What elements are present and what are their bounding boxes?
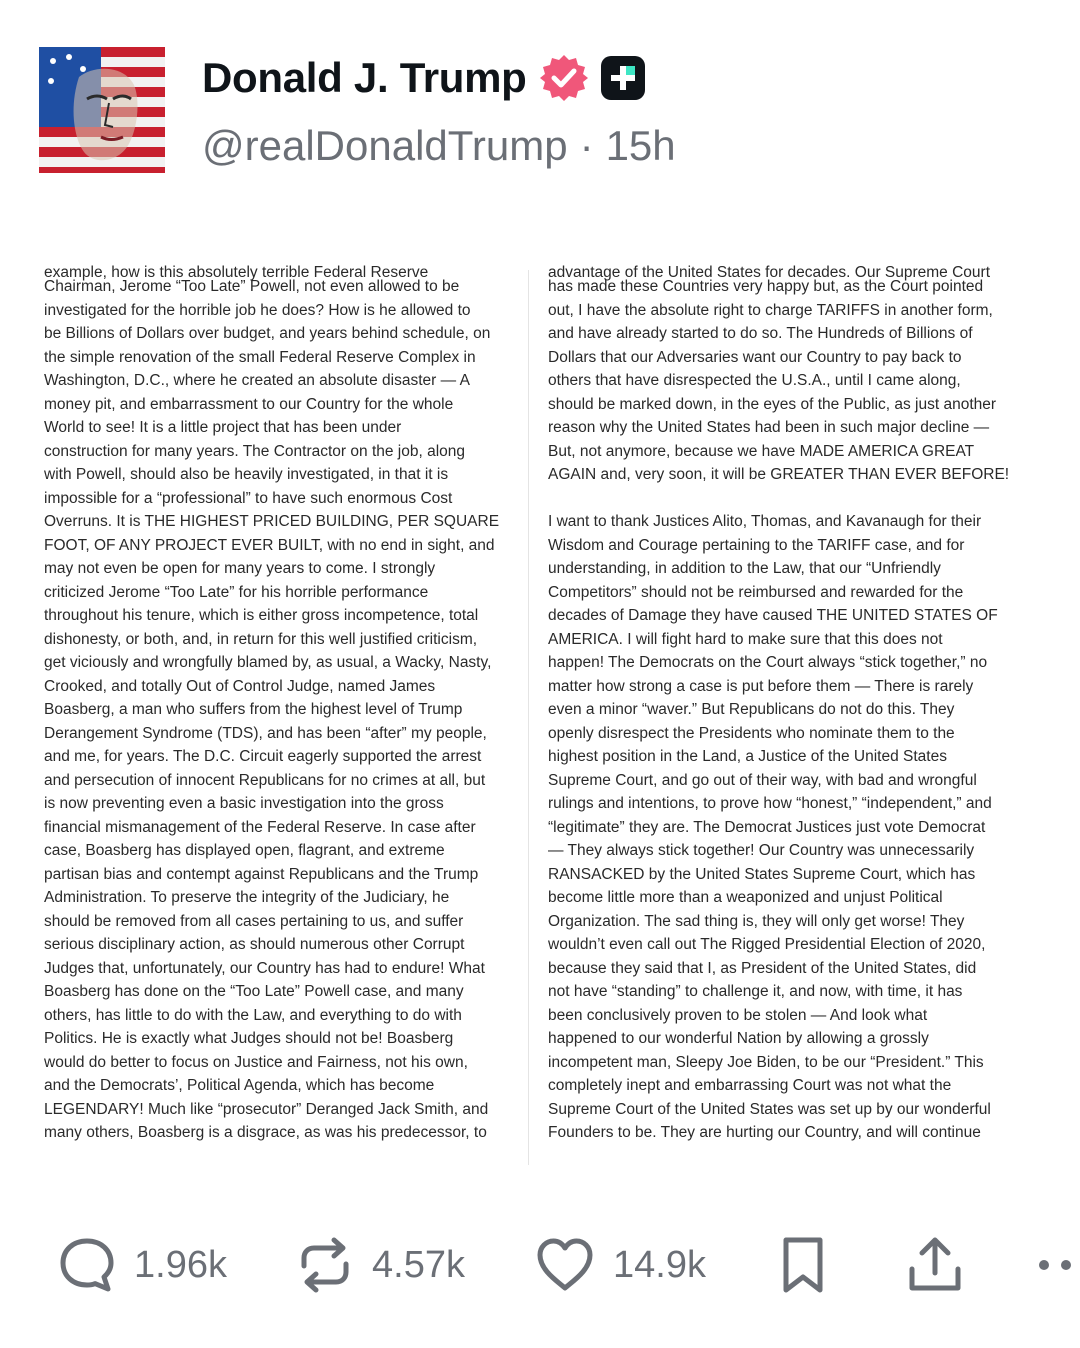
text-line: the simple renovation of the small Federal Reserve Complex in	[44, 348, 476, 366]
text-line: happen! The Democrats on the Court always “stick together,” no	[548, 654, 988, 671]
reply-icon	[58, 1236, 116, 1294]
text-line: investigated for the horrible job he does? How is he allowed to	[44, 301, 471, 319]
text-line: many others, Boasberg is a disgrace, as was his predecessor, to	[44, 1124, 487, 1141]
display-name[interactable]: Donald J. Trump	[202, 54, 527, 101]
text-line: and persecution of innocent Republicans for no crimes at all, but	[44, 771, 486, 789]
text-line: case, Boasberg has displayed open, flagrant, and extreme	[44, 842, 445, 859]
text-line: Overruns. It is THE HIGHEST PRICED BUILDING, PER SQUARE	[44, 513, 500, 530]
bookmark-button[interactable]	[780, 1215, 826, 1315]
handle-row	[202, 122, 676, 170]
user-handle[interactable]: @realDonaldTrump	[202, 122, 568, 169]
text-line: should be marked down, in the eyes of the Public, as just another	[548, 395, 997, 413]
text-line: Crooked, and totally Out of Control Judge, named James	[44, 677, 436, 695]
text-line: happened to our wonderful Nation by allowing a grossly	[548, 1030, 929, 1047]
text-line: has made these Countries very happy but, as the Court pointed	[548, 278, 984, 295]
like-count: 14.9k	[613, 1243, 706, 1286]
verified-badge-icon	[539, 53, 589, 103]
text-line: may not even be open for many years to come. I strongly	[44, 560, 436, 577]
reply-count: 1.96k	[134, 1243, 227, 1286]
text-line: even a minor “waver.” But Republicans do not do this. They	[548, 701, 955, 718]
text-line: with Powell, should also be heavily investigated, in that it is	[44, 466, 449, 483]
retruth-button[interactable]	[296, 1215, 465, 1315]
text-line: incompetent man, Sleepy Joe Biden, to be our “President.” This	[548, 1053, 984, 1071]
text-line: Washington, D.C., where he created an absolute disaster — A	[44, 372, 470, 389]
avatar[interactable]	[39, 47, 165, 173]
column-divider	[528, 270, 529, 1165]
text-line: financial mismanagement of the Federal Reserve. In case after	[44, 818, 476, 836]
text-line: not have “standing” to challenge it, and now, with time, it has	[548, 983, 963, 1000]
text-line: impossible for a “professional” to have such enormous Cost	[44, 489, 453, 507]
name-row	[202, 50, 645, 106]
text-line: openly disrespect the Presidents who nominate them to the	[548, 724, 955, 742]
text-line: World to see! It is a little project that has been under	[44, 419, 402, 436]
text-line: example, how is this absolutely terrible Federal Reserve	[44, 264, 429, 281]
text-line: others, has little to do with the Law, and everything to do with	[44, 1006, 462, 1024]
text-line: Administration. To preserve the integrity of the Judiciary, he	[44, 889, 450, 906]
text-line: wouldn’t even call out The Rigged Presidential Election of 2020,	[548, 936, 986, 953]
text-line: FOOT, OF ANY PROJECT EVER BUILT, with no end in sight, and	[44, 536, 495, 554]
post-image[interactable]	[0, 264, 1080, 1165]
avatar-flag-portrait	[39, 47, 165, 173]
text-line: Boasberg, a man who suffers from the highest level of Trump	[44, 701, 463, 718]
reply-button[interactable]	[58, 1215, 227, 1315]
post-header	[0, 0, 1080, 220]
text-line: understanding, in addition to the Law, that our “Unfriendly	[548, 560, 941, 577]
retruth-icon	[296, 1236, 354, 1294]
text-line: money pit, and embarrassment to our Country for the whole	[44, 395, 454, 413]
share-icon	[906, 1235, 964, 1295]
text-column-left	[44, 264, 514, 1165]
text-line: construction for many years. The Contractor on the job, along	[44, 442, 466, 460]
text-line: would do better to focus on Justice and Fairness, not his own,	[44, 1053, 468, 1071]
text-line: I want to thank Justices Alito, Thomas, and Kavanaugh for their	[548, 513, 982, 530]
text-line: dishonesty, or both, and, in return for this well justified criticism,	[44, 630, 478, 648]
text-line: be Billions of Dollars over budget, and years behind schedule, on	[44, 325, 491, 342]
paragraph-gap	[548, 487, 1018, 511]
text-line: and the Democrats’, Political Agenda, which has become	[44, 1077, 435, 1094]
text-line: AMERICA. I will fight hard to make sure that this does not	[548, 630, 943, 648]
text-line: serious disciplinary action, as should numerous other Corrupt	[44, 936, 465, 953]
text-line: and me, for years. The D.C. Circuit eagerly supported the arrest	[44, 748, 482, 765]
text-line: out, I have the absolute right to charge TARIFFS in another form,	[548, 301, 993, 319]
text-line: rulings and intentions, to prove how “honest,” “independent,” and	[548, 795, 992, 812]
text-line: advantage of the United States for decades. Our Supreme Court	[548, 264, 991, 281]
text-line: throughout his tenure, which is either gross incompetence, total	[44, 607, 479, 624]
like-button[interactable]	[535, 1215, 706, 1315]
text-line: Dollars that our Adversaries want our Country to pay back to	[548, 348, 962, 366]
text-line: But, not anymore, because we have MADE AMERICA GREAT	[548, 442, 975, 460]
truth-plus-icon	[601, 56, 645, 100]
text-line: become little more than a weaponized and unjust Political	[548, 889, 943, 906]
text-line: Competitors” should not be reimbursed and rewarded for the	[548, 583, 964, 601]
text-line: others that have disrespected the U.S.A., until I came along,	[548, 372, 961, 389]
text-line: because they said that I, as President of the United States, did	[548, 959, 977, 977]
text-line: Supreme Court, and go out of their way, with bad and wrongful	[548, 771, 977, 789]
text-line: “legitimate” they are. The Democrat Justices just vote Democrat	[548, 818, 986, 836]
more-icon	[1036, 1255, 1080, 1275]
text-line: Derangement Syndrome (TDS), and has been “after” my people,	[44, 724, 487, 742]
text-line: Founders to be. They are hurting our Country, and will continue	[548, 1124, 981, 1141]
text-column-right	[548, 264, 1018, 1165]
text-line: partisan bias and contempt against Republicans and the Trump	[44, 865, 479, 883]
text-line: — They always stick together! Our Country was unnecessarily	[548, 842, 975, 859]
text-line: Politics. He is exactly what Judges should not be! Boasberg	[44, 1030, 454, 1047]
text-line: completely inept and embarrassing Court was not what the	[548, 1077, 952, 1094]
text-line: should be removed from all cases pertaining to us, and suffer	[44, 912, 464, 930]
text-line: Judges that, unfortunately, our Country has had to endure! What	[44, 959, 485, 977]
text-line: Wisdom and Courage pertaining to the TARIFF case, and for	[548, 536, 965, 554]
more-button[interactable]	[1036, 1215, 1080, 1315]
text-line: and have already started to do so. The Hundreds of Billions of	[548, 325, 973, 342]
text-line: been conclusively proven to be stolen — And look what	[548, 1006, 928, 1024]
text-line: is now preventing even a basic investigation into the gross	[44, 795, 444, 812]
text-line: Boasberg has done on the “Too Late” Powell case, and many	[44, 983, 464, 1000]
share-button[interactable]	[906, 1215, 964, 1315]
text-line: AGAIN and, very soon, it will be GREATER THAN EVER BEFORE!	[548, 466, 1010, 483]
text-line: RANSACKED by the United States Supreme Court, which has	[548, 865, 976, 883]
separator-dot: ·	[579, 122, 594, 169]
text-line: matter how strong a case is put before them — There is rarely	[548, 677, 974, 695]
text-line: Organization. The sad thing is, they will only get worse! They	[548, 912, 965, 930]
retruth-count: 4.57k	[372, 1243, 465, 1286]
like-icon	[535, 1236, 595, 1294]
text-line: decades of Damage they have caused THE UNITED STATES OF	[548, 607, 998, 624]
text-line: LEGENDARY! Much like “prosecutor” Deranged Jack Smith, and	[44, 1100, 489, 1118]
text-line: Supreme Court of the United States was set up by our wonderful	[548, 1100, 991, 1118]
text-line: Chairman, Jerome “Too Late” Powell, not even allowed to be	[44, 278, 460, 295]
action-bar	[0, 1215, 1080, 1315]
post-timestamp[interactable]: 15h	[605, 122, 676, 169]
text-line: criticized Jerome “Too Late” for his horrible performance	[44, 583, 429, 601]
text-line: get viciously and wrongfully blamed by, as usual, a Wacky, Nasty,	[44, 654, 492, 671]
text-line: highest position in the Land, a Justice of the United States	[548, 748, 947, 765]
text-line: reason why the United States had been in such major decline —	[548, 419, 990, 436]
bookmark-icon	[780, 1235, 826, 1295]
